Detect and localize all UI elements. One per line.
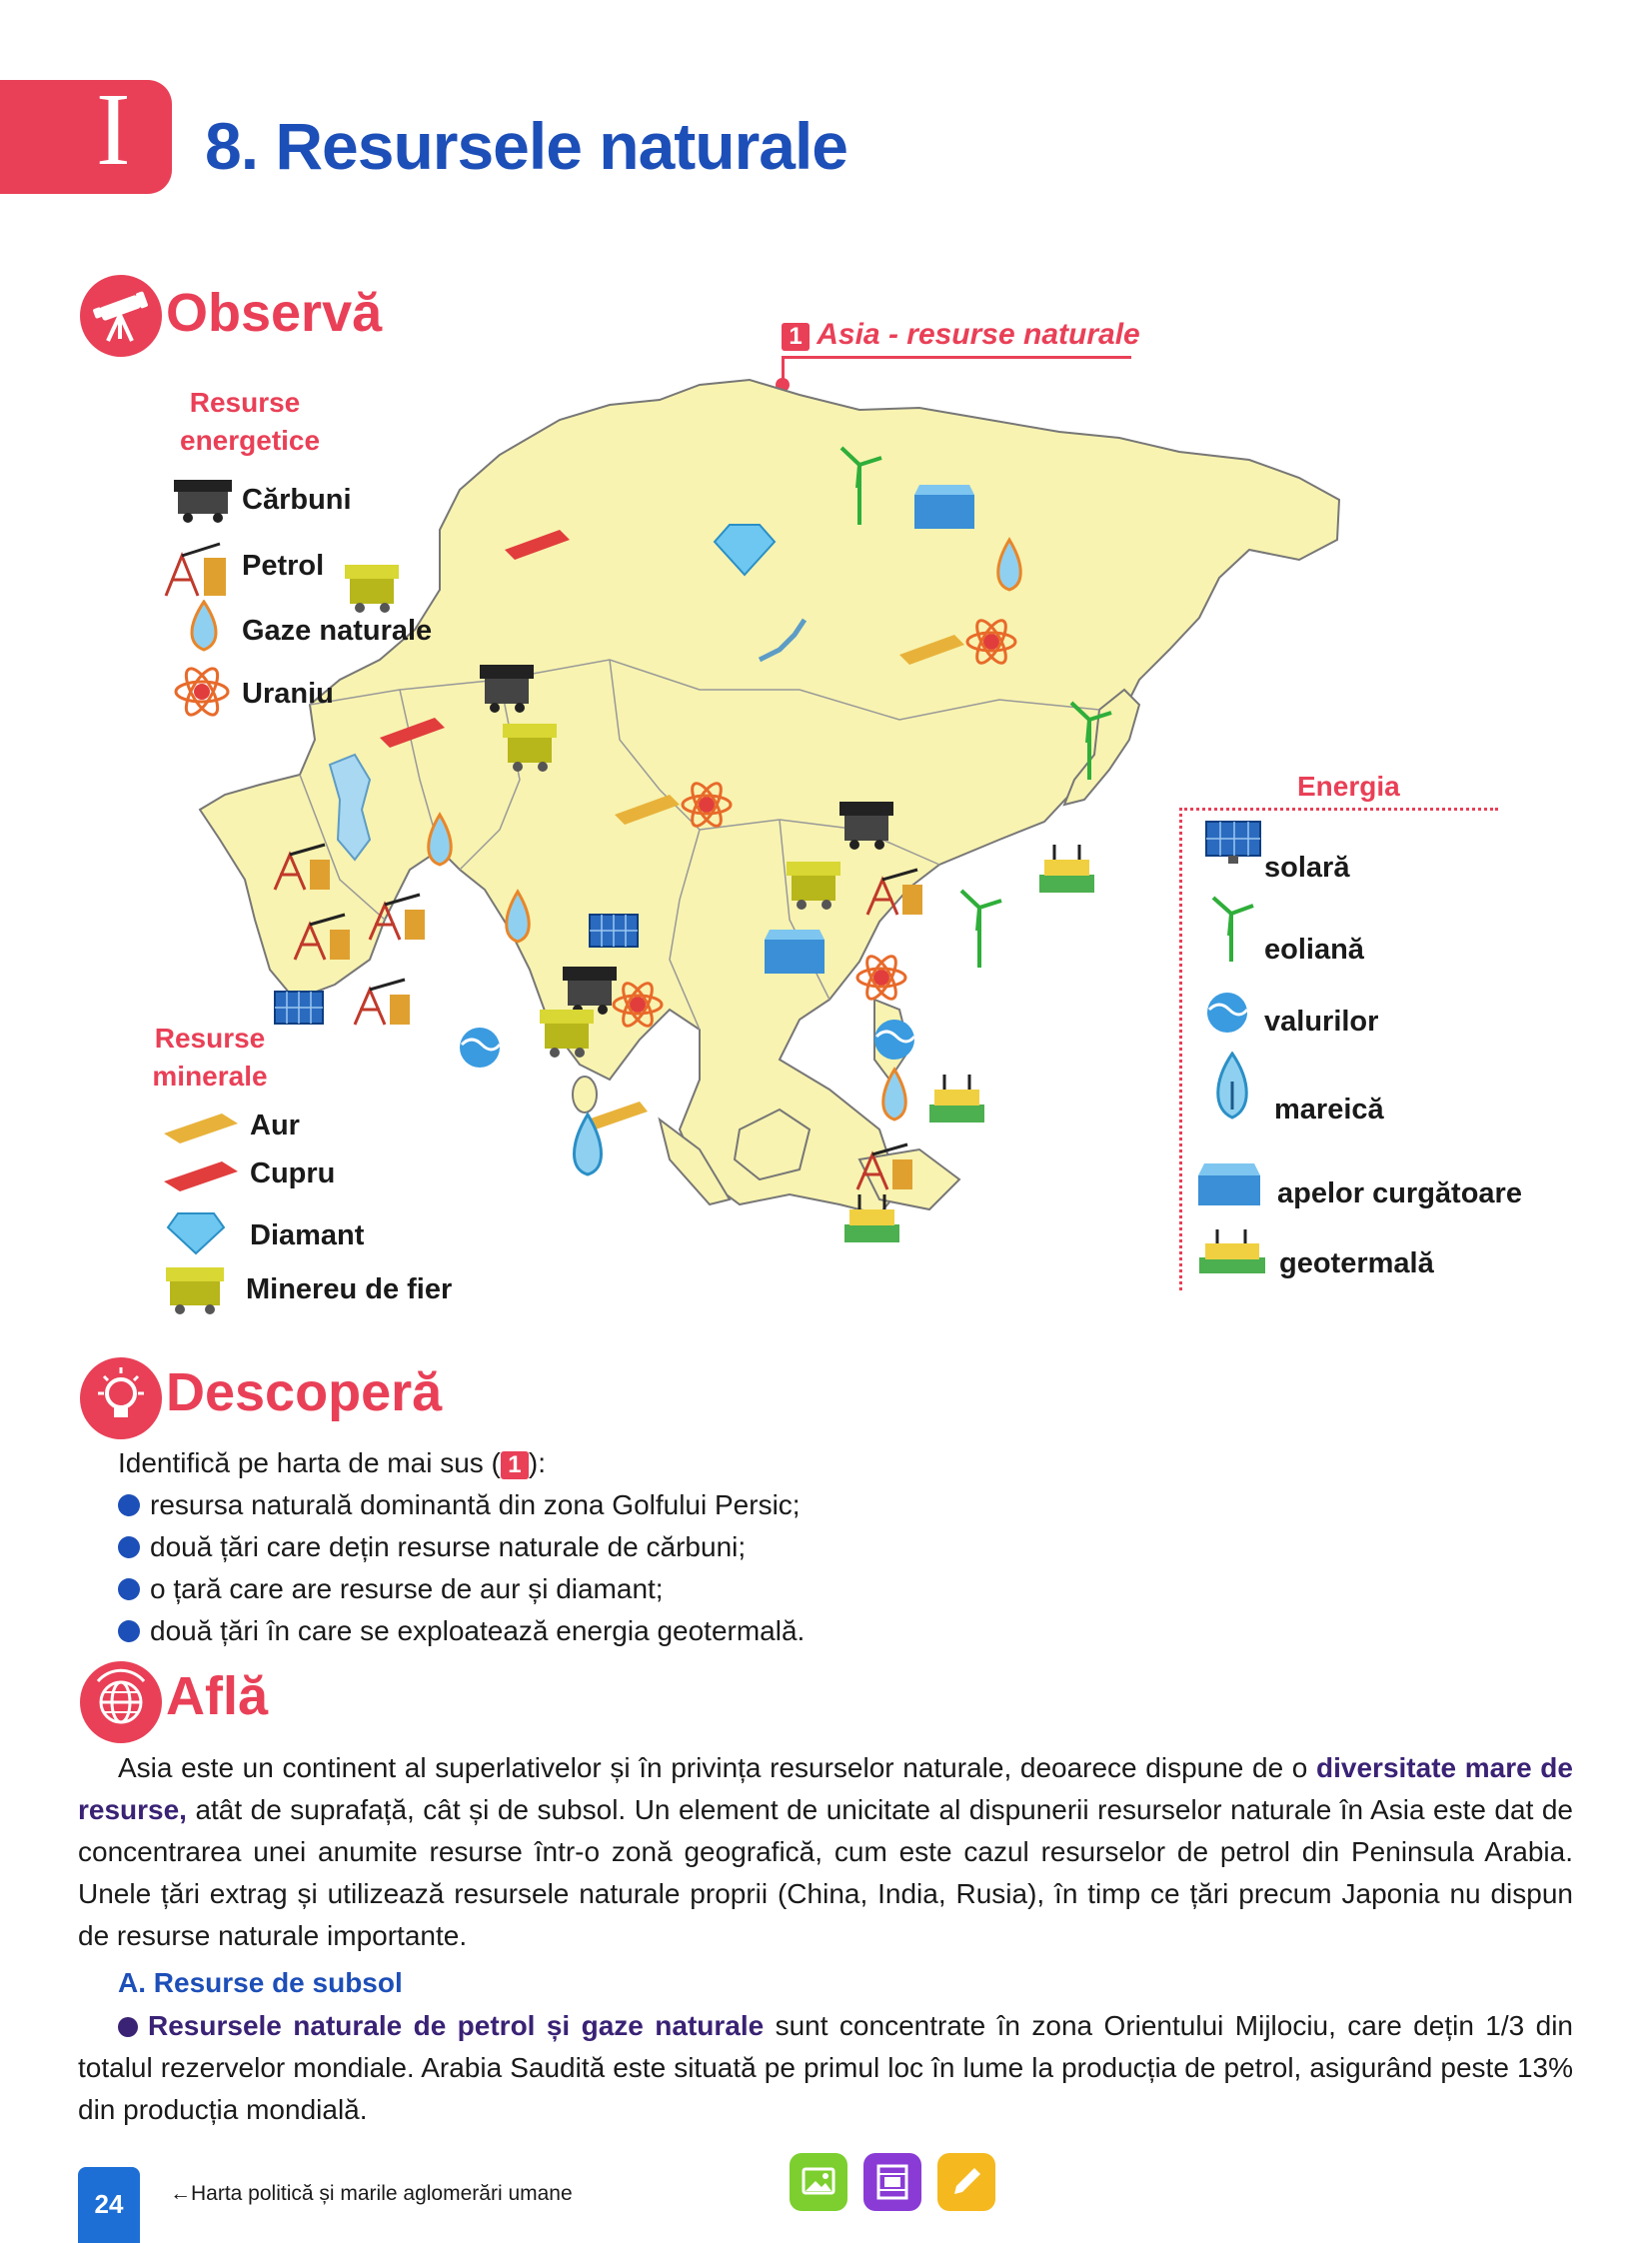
discover-item [118, 1531, 746, 1563]
legend-tidal-label: mareică [1274, 1094, 1384, 1125]
legend-wind-label: eoliană [1264, 934, 1364, 966]
legend-gold-label: Aur [250, 1110, 300, 1141]
bullet-icon [118, 1578, 140, 1600]
learn-p2-highlight: Resursele naturale de petrol și gaze naturale [148, 2010, 765, 2041]
iron-ore-legend-icon [164, 1265, 226, 1322]
observe-title: Observă [166, 283, 383, 343]
mineral-resources-heading-line1: Resurse [154, 1023, 266, 1054]
learn-p1-highlight: diversitate mare de resurse, [78, 1752, 1573, 1825]
lightbulb-icon [80, 1357, 162, 1439]
gold-legend-icon [160, 1110, 242, 1150]
hydro-dam-icon [914, 485, 974, 529]
energy-resources-heading [180, 384, 321, 460]
figure-title: Asia - resurse naturale [817, 318, 1140, 351]
learn-paragraph-1 [78, 1747, 1573, 1957]
learn-p1-end: atât de suprafață, cât și de subsol. Un element de unicitate al dispunerii resurselor naturale în Asia este dat de concentrarea unei anumite resurse într-o zonă geografică, cum este cazul resurselor de petrol din Peninsula Arabia. Unele țări extrag și utilizează resursele naturale proprii (China, India, Rusia), în timp ce țări precum Japonia nu dispun de resurse naturale importante. [78, 1794, 1573, 1951]
pencil-icon [937, 2153, 995, 2211]
previous-lesson-label: Harta politică și marile aglomerări umane [191, 2182, 573, 2205]
geothermal-legend-icon [1197, 1227, 1267, 1282]
film-icon [863, 2153, 921, 2211]
copper-legend-icon [160, 1157, 242, 1198]
tidal-legend-icon [1209, 1052, 1255, 1126]
energy-resources-heading-line2: energetice [180, 424, 321, 456]
lesson-title: 8. Resursele naturale [205, 109, 847, 183]
discover-intro [118, 1447, 546, 1479]
legend-uranium-label: Uraniu [242, 678, 334, 710]
page-number: 24 [94, 2189, 124, 2219]
figure-caption-underline [782, 356, 1131, 359]
energy-legend-heading: Energia [1297, 771, 1400, 802]
figure-number-badge: 1 [782, 323, 810, 351]
image-gallery-button[interactable] [790, 2153, 847, 2211]
legend-hydro-label: apelor curgătoare [1277, 1177, 1522, 1209]
iron-ore-cart-icon [345, 565, 399, 613]
discover-intro-text: Identifică pe harta de mai sus ( [118, 1447, 501, 1478]
learn-paragraph-2 [78, 2005, 1573, 2131]
hydro-legend-icon [1194, 1159, 1264, 1214]
wind-turbine-icon [961, 891, 1001, 968]
energy-resources-heading-line1: Resurse [189, 387, 301, 418]
mineral-resources-heading-line2: minerale [152, 1060, 268, 1092]
legend-solar-label: solară [1264, 852, 1350, 884]
solar-panel-icon [275, 992, 323, 1024]
uranium-icon [857, 953, 905, 1004]
hydro-dam-icon [765, 930, 825, 974]
legend-coal-label: Cărbuni [242, 484, 352, 516]
learn-p1-start: Asia este un continent al superlativelor și în privința resurselor naturale, deoarece dispune de o [118, 1752, 1317, 1783]
discover-title: Descoperă [166, 1362, 443, 1422]
legend-gas-label: Gaze naturale [242, 615, 433, 647]
edit-exercise-button[interactable] [937, 2153, 995, 2211]
diamond-legend-icon [166, 1211, 226, 1260]
figure-caption [782, 318, 1140, 352]
geothermal-icon [929, 1075, 984, 1122]
wave-legend-icon [1199, 990, 1255, 1041]
wave-energy-icon [874, 1020, 914, 1060]
bullet-icon [118, 1620, 140, 1642]
globe-icon [80, 1661, 162, 1743]
discover-item-text: o țară care are resurse de aur și diamant; [150, 1573, 664, 1604]
discover-intro-end: ): [528, 1447, 546, 1478]
learn-p2-end: sunt concentrate în zona Orientului Mijlociu, care dețin 1/3 din totalul rezervelor mondiale. Arabia Saudită este situată pe primul loc în lume la producția de petrol, asigurând peste 13% din producția mondială. [78, 2010, 1573, 2125]
solar-panel-icon [590, 915, 638, 947]
image-icon [790, 2153, 847, 2211]
gold-bar-icon [588, 1102, 648, 1129]
legend-diamond-label: Diamant [250, 1219, 365, 1251]
uranium-legend-icon [172, 664, 232, 725]
wind-legend-icon [1207, 890, 1257, 969]
gas-legend-icon [184, 600, 224, 657]
bullet-icon [118, 1494, 140, 1516]
arrow-left-icon: ← [170, 2182, 191, 2205]
oil-rig-icon [355, 980, 410, 1025]
legend-iron-ore-label: Minereu de fier [246, 1273, 453, 1305]
wave-energy-icon [460, 1028, 500, 1068]
discover-item [118, 1489, 801, 1521]
chapter-number: I [96, 72, 131, 187]
video-button[interactable] [863, 2153, 921, 2211]
asia-landmass [200, 380, 1339, 1214]
discover-item [118, 1573, 664, 1605]
legend-oil-label: Petrol [242, 550, 325, 582]
geothermal-icon [1039, 845, 1094, 893]
discover-item-text: două țări care dețin resurse naturale de cărbuni; [150, 1531, 747, 1562]
bullet-icon [118, 2017, 138, 2037]
mineral-resources-heading [150, 1020, 270, 1096]
coal-legend-icon [172, 478, 234, 529]
sri-lanka [573, 1077, 597, 1113]
legend-copper-label: Cupru [250, 1157, 336, 1189]
legend-geothermal-label: geotermală [1279, 1247, 1434, 1279]
telescope-icon [80, 275, 162, 357]
discover-item [118, 1615, 805, 1647]
learn-subheading: A. Resurse de subsol [118, 1967, 403, 1998]
legend-wave-label: valurilor [1264, 1006, 1379, 1038]
oil-legend-icon [160, 536, 232, 603]
previous-lesson-link[interactable] [170, 2182, 573, 2206]
learn-title: Află [166, 1666, 269, 1726]
discover-item-text: resursa naturală dominantă din zona Golfului Persic; [150, 1489, 801, 1520]
discover-item-text: două țări în care se exploatează energia geotermală. [150, 1615, 806, 1646]
chapter-tab [0, 72, 172, 194]
solar-legend-icon [1204, 820, 1262, 871]
discover-figure-badge: 1 [501, 1451, 529, 1479]
bullet-icon [118, 1536, 140, 1558]
